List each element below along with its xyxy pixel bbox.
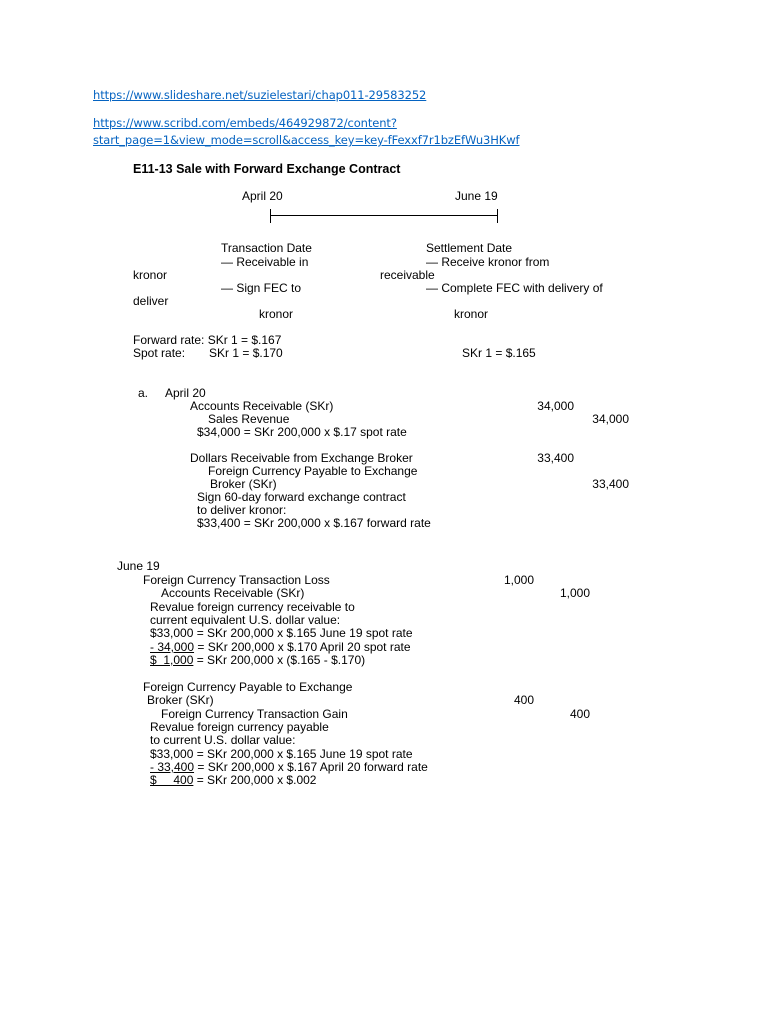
entry2-credit-account-line1: Foreign Currency Payable to Exchange	[208, 464, 418, 478]
transaction-kronor2: kronor	[259, 307, 294, 321]
spot-rate-april: SKr 1 = $.170	[209, 346, 283, 360]
june-entry2-exp2: to current U.S. dollar value:	[150, 733, 296, 747]
june-entry2-debit-line2: Broker (SKr)	[147, 693, 214, 707]
transaction-line2: — Sign FEC to	[221, 281, 302, 295]
entry1-debit-amount: 34,000	[537, 399, 574, 413]
june-entry1-calc1: $33,000 = SKr 200,000 x $.165 June 19 spot rate	[150, 626, 413, 640]
june-entry2-debit-line1: Foreign Currency Payable to Exchange	[143, 680, 353, 694]
exercise-title: E11-13 Sale with Forward Exchange Contract	[133, 162, 401, 176]
june-entry1-calc2-text: = SKr 200,000 x $.170 April 20 spot rate	[194, 640, 411, 654]
part-a-date: April 20	[165, 386, 206, 400]
june-entry2-exp1: Revalue foreign currency payable	[150, 720, 329, 734]
june-entry2-calc2-text: = SKr 200,000 x $.167 April 20 forward rate	[194, 760, 428, 774]
june-entry1-exp2: current equivalent U.S. dollar value:	[150, 613, 341, 627]
settlement-receivable: receivable	[380, 268, 435, 282]
spot-rate-label: Spot rate:	[133, 346, 186, 360]
june-entry2-credit-account: Foreign Currency Transaction Gain	[161, 707, 348, 721]
entry1-debit-account: Accounts Receivable (SKr)	[190, 399, 334, 413]
timeline-start-date: April 20	[242, 189, 283, 203]
june-entry2-calc1: $33,000 = SKr 200,000 x $.165 June 19 spot rate	[150, 747, 413, 761]
june-entry2-credit-amount: 400	[569, 707, 590, 721]
transaction-deliver: deliver	[133, 294, 169, 308]
june19-date: June 19	[117, 559, 160, 573]
june-entry1-credit-account: Accounts Receivable (SKr)	[161, 586, 305, 600]
spot-rate-june: SKr 1 = $.165	[462, 346, 536, 360]
entry2-credit-amount: 33,400	[592, 477, 629, 491]
june-entry1-calc3	[150, 654, 365, 667]
forward-rate: Forward rate: SKr 1 = $.167	[133, 333, 282, 347]
entry2-debit-amount: 33,400	[537, 451, 574, 465]
scribd-link-line1[interactable]: https://www.scribd.com/embeds/464929872/content?	[93, 116, 397, 130]
slideshare-link[interactable]: https://www.slideshare.net/suzielestari/chap011-29583252	[93, 88, 427, 102]
settlement-line1: — Receive kronor from	[426, 255, 550, 269]
june-entry1-calc3-amount: $ 1,000	[150, 653, 194, 667]
settlement-date-heading: Settlement Date	[426, 241, 513, 255]
june-entry2-calc2-amount: - 33,400	[150, 760, 195, 774]
entry2-credit-account-line2: Broker (SKr)	[210, 477, 277, 491]
june-entry2-calc3	[150, 774, 316, 787]
entry1-credit-amount: 34,000	[592, 412, 629, 426]
entry1-credit-account: Sales Revenue	[208, 412, 290, 426]
part-a-label: a.	[138, 386, 149, 400]
june-entry1-debit-account: Foreign Currency Transaction Loss	[143, 573, 330, 587]
june-entry2-calc3-amount: $ 400	[150, 773, 194, 787]
entry2-explanation1: Sign 60-day forward exchange contract	[197, 490, 406, 504]
timeline-start-tick	[270, 209, 271, 223]
june-entry2-calc3-text: = SKr 200,000 x $.002	[193, 773, 317, 787]
june-entry1-calc3-text: = SKr 200,000 x ($.165 - $.170)	[193, 653, 366, 667]
transaction-line1: — Receivable in	[221, 255, 309, 269]
timeline-end-date: June 19	[455, 189, 498, 203]
entry2-debit-account: Dollars Receivable from Exchange Broker	[190, 451, 413, 465]
settlement-line2: — Complete FEC with delivery of	[426, 281, 603, 295]
timeline-line	[270, 215, 498, 216]
scribd-link-line2[interactable]: start_page=1&view_mode=scroll&access_key=key-fFexxf7r1bzEfWu3HKwf	[93, 133, 520, 147]
june-entry1-credit-amount: 1,000	[559, 586, 590, 600]
settlement-kronor: kronor	[454, 307, 489, 321]
entry2-explanation3: $33,400 = SKr 200,000 x $.167 forward rate	[197, 516, 431, 530]
june-entry1-exp1: Revalue foreign currency receivable to	[150, 600, 355, 614]
june-entry1-calc2-amount: - 34,000	[150, 640, 195, 654]
entry1-explanation: $34,000 = SKr 200,000 x $.17 spot rate	[197, 425, 407, 439]
timeline-bar	[270, 209, 498, 223]
june-entry2-debit-amount: 400	[513, 693, 534, 707]
transaction-kronor: kronor	[133, 268, 168, 282]
entry2-explanation2: to deliver kronor:	[197, 503, 287, 517]
transaction-date-heading: Transaction Date	[221, 241, 312, 255]
timeline-end-tick	[497, 209, 498, 223]
june-entry1-debit-amount: 1,000	[503, 573, 534, 587]
